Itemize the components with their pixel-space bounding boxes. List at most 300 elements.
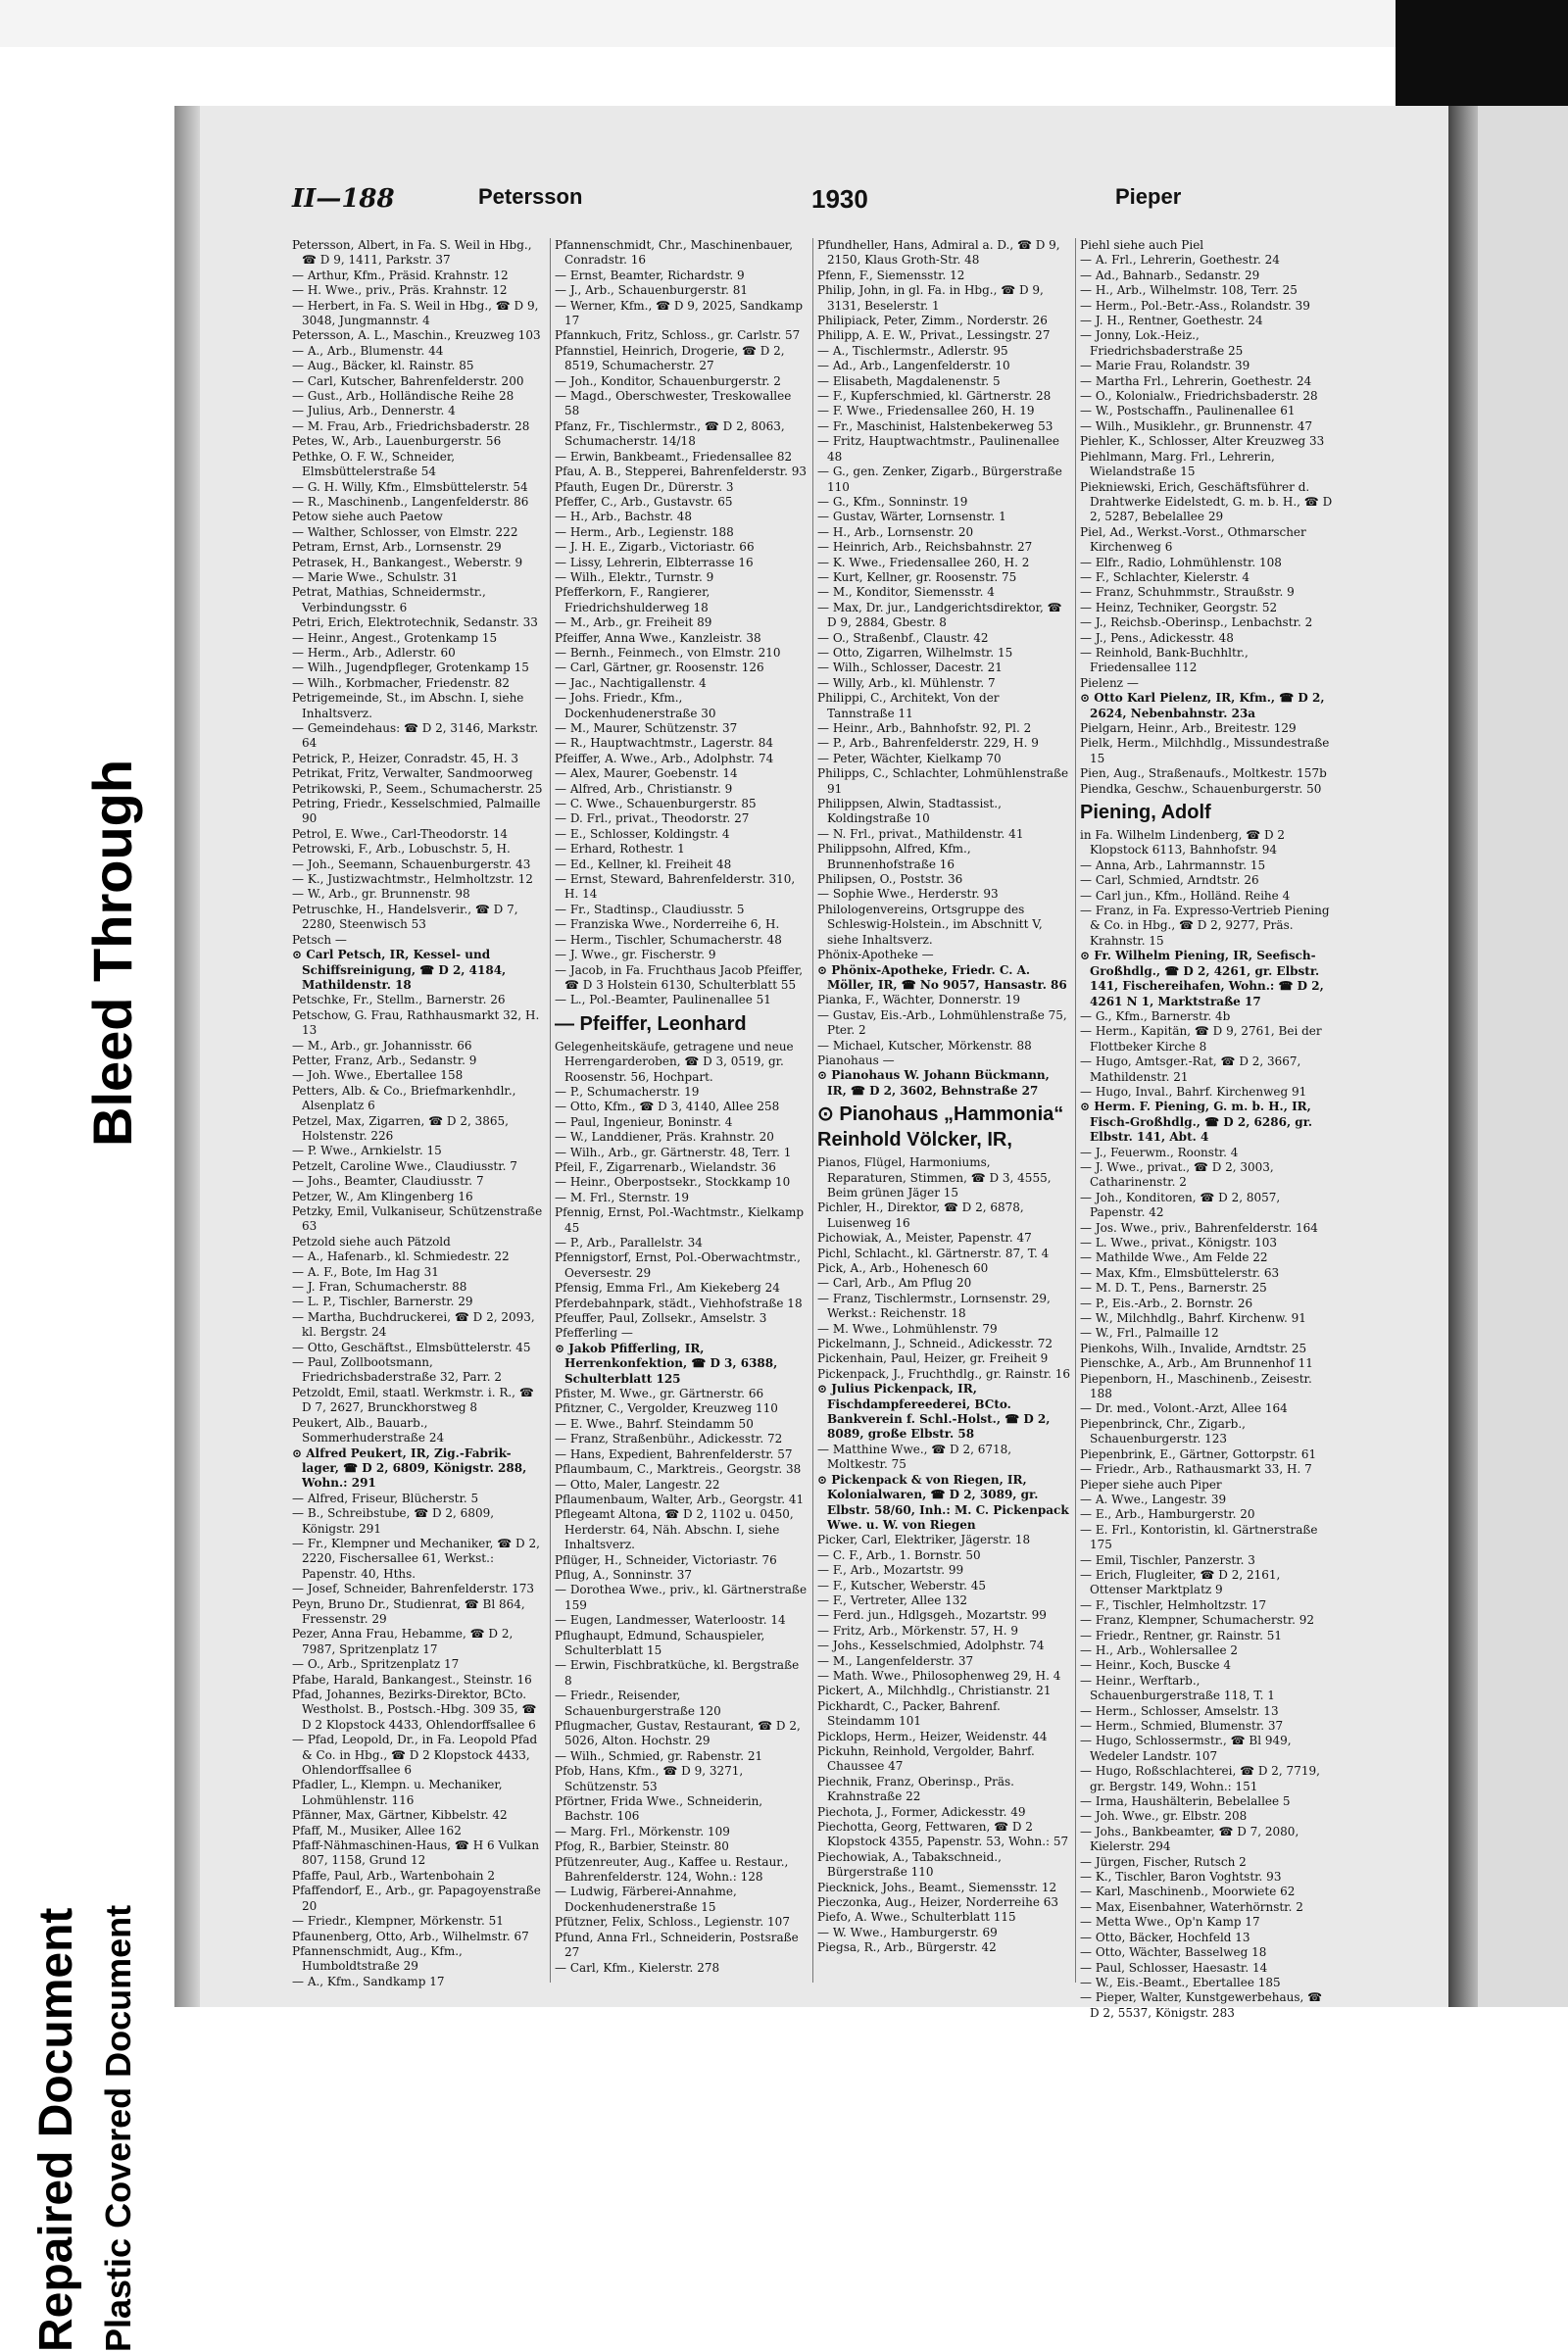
- directory-entry: — H., Arb., Wohlersallee 2: [1080, 1642, 1239, 1657]
- directory-entry: — Arthur, Kfm., Präsid. Krahnstr. 12: [292, 268, 509, 282]
- directory-entry: — Dorothea Wwe., priv., kl. Gärtnerstraße 159: [555, 1583, 808, 1612]
- directory-entry: — Franz, Straßenbühr., Adickesstr. 72: [555, 1432, 783, 1446]
- directory-entry: ⊙ Jakob Pfifferling, IR, Herrenkonfektion, ☎ D 3, 6388, Schulterblatt 125: [555, 1341, 778, 1386]
- directory-entry: — Joh., Konditor, Schauenburgerstr. 2: [555, 373, 781, 388]
- directory-entry: — M., Konditor, Siemensstr. 4: [817, 585, 995, 600]
- directory-entry: — Reinhold, Bank-Buchhltr., Friedensallee 112: [1080, 645, 1249, 675]
- directory-entry: — M., Maurer, Schützenstr. 37: [555, 721, 738, 735]
- directory-entry: — Elfr., Radio, Lohmühlenstr. 108: [1080, 555, 1282, 569]
- directory-entry: Philipiack, Peter, Zimm., Norderstr. 26: [817, 314, 1048, 328]
- directory-entry: — Wilh., Musiklehr., gr. Brunnenstr. 47: [1080, 418, 1313, 433]
- directory-entry: Petters, Alb. & Co., Briefmarkenhdlr., Alsenplatz 6: [292, 1083, 516, 1113]
- directory-entry: — Carl, Kutscher, Bahrenfelderstr. 200: [292, 373, 524, 388]
- directory-entry: Pfeffer, C., Arb., Gustavstr. 65: [555, 494, 733, 509]
- directory-entry: Gelegenheitskäufe, getragene und neue Herrengarderoben, ☎ D 3, 0519, gr. Roosenstr. 56, Hochpart.: [555, 1039, 794, 1084]
- directory-entry: Pfeiffer, Anna Wwe., Kanzleistr. 38: [555, 630, 761, 645]
- directory-entry: — Paul, Schlosser, Haesastr. 14: [1080, 1960, 1268, 1975]
- directory-entry: Piechotta, Georg, Fettwaren, ☎ D 2 Klopstock 4355, Papenstr. 53, Wohn.: 57: [817, 1820, 1069, 1849]
- directory-entry: — Hugo, Inval., Bahrf. Kirchenweg 91: [1080, 1084, 1307, 1099]
- directory-entry: Piekniewski, Erich, Geschäftsführer d. Drahtwerke Eidelstedt, G. m. b. H., ☎ D 2, 5287, Bebelallee 29: [1080, 479, 1333, 524]
- directory-entry: Pianohaus —: [817, 1053, 895, 1067]
- directory-entry: Pianos, Flügel, Harmoniums, Reparaturen, Stimmen, ☎ D 3, 4555, Beim grünen Jäger 15: [817, 1155, 1052, 1200]
- column-1: [292, 238, 545, 1988]
- directory-entry: Pfaffendorf, E., Arb., gr. Papagoyenstraße 20: [292, 1884, 541, 1913]
- directory-entry: — Gemeindehaus: ☎ D 2, 3146, Markstr. 64: [292, 721, 539, 751]
- directory-entry: ⊙ Pickenpack & von Riegen, IR, Kolonialwaren, ☎ D 2, 3089, gr. Elbstr. 58/60, Inh.: M. C. Pickenpack Wwe. u. W. von Riegen: [817, 1472, 1069, 1532]
- header-year: 1930: [811, 184, 868, 214]
- directory-entry: — Irma, Haushälterin, Bebelallee 5: [1080, 1794, 1291, 1809]
- directory-entry: — J., Reichsb.-Oberinsp., Lenbachstr. 2: [1080, 615, 1313, 630]
- directory-entry: — Wilh., Arb., gr. Gärtnerstr. 48, Terr. 1: [555, 1145, 792, 1159]
- directory-entry: Pfefferkorn, F., Rangierer, Friedrichshulderweg 18: [555, 585, 710, 614]
- directory-entry: — Joh., Konditoren, ☎ D 2, 8057, Papenstr. 42: [1080, 1190, 1281, 1220]
- directory-entry: — Joh. Wwe., gr. Elbstr. 208: [1080, 1809, 1248, 1824]
- directory-entry: ⊙ Herm. F. Piening, G. m. b. H., IR, Fisch-Großhdlg., ☎ D 2, 6286, gr. Elbstr. 141, Abt. 4: [1080, 1100, 1313, 1145]
- directory-entry: — Walther, Schlosser, von Elmstr. 222: [292, 524, 518, 539]
- directory-entry: — Elisabeth, Magdalenenstr. 5: [817, 373, 1001, 388]
- directory-entry: — Heinr., Werftarb., Schauenburgerstraße 118, T. 1: [1080, 1673, 1275, 1703]
- directory-entry: Pichler, H., Direktor, ☎ D 2, 6878, Luisenweg 16: [817, 1200, 1024, 1230]
- directory-entry: — Fr., Stadtinsp., Claudiusstr. 5: [555, 902, 745, 916]
- directory-entry: — N. Frl., privat., Mathildenstr. 41: [817, 826, 1024, 841]
- directory-entry: Pfensig, Emma Frl., Am Kiekeberg 24: [555, 1281, 780, 1296]
- directory-entry: — Lissy, Lehrerin, Elbterrasse 16: [555, 555, 754, 569]
- directory-entry: — W., Eis.-Beamt., Ebertallee 185: [1080, 1975, 1281, 1989]
- directory-entry: Pförtner, Frida Wwe., Schneiderin, Bachstr. 106: [555, 1794, 763, 1824]
- directory-entry: Pfaffe, Paul, Arb., Wartenbohain 2: [292, 1868, 495, 1883]
- directory-entry: Pflug, A., Sonninstr. 37: [555, 1567, 692, 1582]
- directory-entry: — M., Langenfelderstr. 37: [817, 1653, 974, 1668]
- directory-entry: — Franz, Klempner, Schumacherstr. 92: [1080, 1613, 1315, 1628]
- directory-entry: Philologenvereins, Ortsgruppe des Schleswig-Holstein., im Abschnitt V, siehe Inhaltsverz.: [817, 902, 1043, 947]
- directory-entry: — Erich, Flugleiter, ☎ D 2, 2161, Ottenser Marktplatz 9: [1080, 1567, 1281, 1597]
- directory-entry: Piegsa, R., Arb., Bürgerstr. 42: [817, 1940, 997, 1955]
- directory-entry: Pickenhain, Paul, Heizer, gr. Freiheit 9: [817, 1351, 1049, 1366]
- directory-entry: Pichl, Schlacht., kl. Gärtnerstr. 87, T. 4: [817, 1246, 1050, 1260]
- directory-entry: Pethke, O. F. W., Schneider, Elmsbüttelerstraße 54: [292, 449, 456, 479]
- directory-entry: — Hugo, Roßschlachterei, ☎ D 2, 7719, gr. Bergstr. 149, Wohn.: 151: [1080, 1764, 1320, 1793]
- directory-entry: — H., Arb., Lornsenstr. 20: [817, 524, 974, 539]
- directory-entry: Pickelmann, J., Schneid., Adickesstr. 72: [817, 1337, 1053, 1351]
- directory-entry: — Heinrich, Arb., Reichsbahnstr. 27: [817, 540, 1033, 555]
- directory-entry: Petrikowski, P., Seem., Schumacherstr. 25: [292, 781, 543, 796]
- directory-entry: Philipsen, O., Poststr. 36: [817, 872, 963, 887]
- directory-entry: — H., Arb., Bachstr. 48: [555, 510, 692, 524]
- directory-entry: — W., Landdiener, Präs. Krahnstr. 20: [555, 1130, 774, 1145]
- directory-entry: Piel, Ad., Werkst.-Vorst., Othmarscher Kirchenweg 6: [1080, 524, 1306, 555]
- page-gutter-shadow: [174, 106, 200, 2007]
- directory-entry: — Ad., Bahnarb., Sedanstr. 29: [1080, 268, 1260, 282]
- directory-entry: Piepenborn, H., Maschinenb., Zeisestr. 188: [1080, 1371, 1312, 1401]
- directory-entry: — Friedr., Rentner, gr. Rainstr. 51: [1080, 1628, 1282, 1642]
- directory-entry: — Julius, Arb., Dennerstr. 4: [292, 404, 456, 418]
- directory-entry: — J. Fran, Schumacherstr. 88: [292, 1280, 467, 1295]
- directory-entry: — Jacob, in Fa. Fruchthaus Jacob Pfeiffer, ☎ D 3 Holstein 6130, Schulterblatt 55: [555, 962, 804, 992]
- facing-page-edge: [1448, 106, 1568, 2007]
- header-last-name: Pieper: [1115, 184, 1182, 209]
- directory-entry: — Sophie Wwe., Herderstr. 93: [817, 887, 999, 902]
- directory-entry: Petrikat, Fritz, Verwalter, Sandmoorweg: [292, 766, 533, 781]
- directory-entry: — Fritz, Hauptwachtmstr., Paulinenallee 48: [817, 434, 1059, 464]
- directory-entry: — M. Frau, Arb., Friedrichsbaderstr. 28: [292, 418, 530, 433]
- directory-entry: Pflüger, H., Schneider, Victoriastr. 76: [555, 1552, 777, 1567]
- directory-entry: — W., Milchhdlg., Bahrf. Kirchenw. 91: [1080, 1311, 1306, 1326]
- directory-entry: — Franz, Schuhmmstr., Straußstr. 9: [1080, 585, 1295, 600]
- directory-entry: — Franz, in Fa. Expresso-Vertrieb Piening & Co. in Hbg., ☎ D 2, 9277, Präs. Krahnstr. 15: [1080, 904, 1330, 948]
- directory-entry: Pfenn, F., Siemensstr. 12: [817, 268, 965, 282]
- directory-entry: — Carl, Kfm., Kielerstr. 278: [555, 1960, 720, 1975]
- directory-entry: Petersson, A. L., Maschin., Kreuzweg 103: [292, 328, 541, 343]
- directory-entry: — Friedr., Klempner, Mörkenstr. 51: [292, 1914, 504, 1929]
- directory-entry: — M. D. T., Pens., Barnerstr. 25: [1080, 1281, 1267, 1296]
- directory-entry: Pfitzner, C., Vergolder, Kreuzweg 110: [555, 1401, 778, 1416]
- directory-entry: — Johs., Kesselschmied, Adolphstr. 74: [817, 1639, 1045, 1653]
- directory-entry: Pfau, A. B., Stepperei, Bahrenfelderstr. 93: [555, 465, 807, 479]
- directory-entry: Petzelt, Caroline Wwe., Claudiusstr. 7: [292, 1158, 517, 1173]
- directory-entry: — E. Frl., Kontoristin, kl. Gärtnerstraße 175: [1080, 1522, 1318, 1552]
- directory-entry: — Jos. Wwe., priv., Bahrenfelderstr. 164: [1080, 1220, 1318, 1235]
- directory-entry: Phönix-Apotheke —: [817, 948, 934, 962]
- directory-entry: — Ernst, Beamter, Richardstr. 9: [555, 268, 745, 282]
- directory-entry: — Max, Kfm., Elmsbüttelerstr. 63: [1080, 1265, 1280, 1280]
- directory-entry: Pielk, Herm., Milchhdlg., Missundestraße 15: [1080, 736, 1330, 765]
- directory-entry: Petrol, E. Wwe., Carl-Theodorstr. 14: [292, 826, 508, 841]
- directory-entry: Philippsohn, Alfred, Kfm., Brunnenhofstraße 16: [817, 842, 971, 871]
- directory-entry: Petrowski, F., Arb., Lobuschstr. 5, H.: [292, 842, 511, 857]
- directory-entry: Pick, A., Arb., Hohenesch 60: [817, 1261, 989, 1275]
- directory-entry: — D. Frl., privat., Theodorstr. 27: [555, 811, 750, 826]
- directory-entry: — Ernst, Steward, Bahrenfelderstr. 310, H. 14: [555, 872, 796, 902]
- directory-entry: — F., Kupferschmied, kl. Gärtnerstr. 28: [817, 389, 1052, 404]
- directory-entry: Pien, Aug., Straßenaufs., Moltkestr. 157b: [1080, 766, 1327, 781]
- directory-entry: Pfützner, Felix, Schloss., Legienstr. 107: [555, 1915, 790, 1930]
- directory-entry: — Franz, Tischlermstr., Lornsenstr. 29, Werkst.: Reichenstr. 18: [817, 1291, 1051, 1321]
- directory-entry: Pfannenschmidt, Chr., Maschinenbauer, Conradstr. 16: [555, 238, 794, 268]
- directory-entry: Pfennigstorf, Ernst, Pol.-Oberwachtmstr., Oeversestr. 29: [555, 1250, 801, 1280]
- directory-entry: — Ed., Kellner, kl. Freiheit 48: [555, 857, 732, 871]
- directory-entry: — H., Arb., Wilhelmstr. 108, Terr. 25: [1080, 283, 1298, 298]
- directory-entry: — P. Wwe., Arnkielstr. 15: [292, 1144, 442, 1158]
- plastic-label: Plastic Covered Document: [98, 1904, 138, 2352]
- directory-entry: Picker, Carl, Elektriker, Jägerstr. 18: [817, 1533, 1031, 1547]
- directory-entry: — Jonny, Lok.-Heiz., Friedrichsbaderstraße 25: [1080, 328, 1244, 358]
- directory-entry: — F., Tischler, Helmholtzstr. 17: [1080, 1597, 1267, 1612]
- directory-entry: Pflegeamt Altona, ☎ D 2, 1102 u. 0450, Herderstr. 64, Näh. Abschn. I, siehe Inhaltsverz.: [555, 1507, 794, 1552]
- directory-entry: — Carl jun., Kfm., Holländ. Reihe 4: [1080, 888, 1291, 903]
- directory-entry: Petersson, Albert, in Fa. S. Weil in Hbg., ☎ D 9, 1411, Parkstr. 37: [292, 238, 532, 268]
- directory-entry: — Hans, Expedient, Bahrenfelderstr. 57: [555, 1446, 793, 1461]
- directory-entry: Philipps, C., Schlachter, Lohmühlenstraße 91: [817, 766, 1069, 796]
- header-first-name: Petersson: [478, 184, 583, 209]
- directory-entry: — W. Wwe., Hamburgerstr. 69: [817, 1925, 998, 1939]
- directory-entry: — Marie Frau, Rolandstr. 39: [1080, 359, 1250, 373]
- directory-entry: — M., Arb., gr. Johannisstr. 66: [292, 1038, 472, 1053]
- directory-entry: — Pfeiffer, Leonhard: [555, 1012, 747, 1035]
- directory-entry: — Wilh., Korbmacher, Friedenstr. 82: [292, 675, 511, 690]
- directory-entry: Pfützenreuter, Aug., Kaffee u. Restaur., Bahrenfelderstr. 124, Wohn.: 128: [555, 1854, 789, 1885]
- directory-entry: Pianka, F., Wächter, Donnerstr. 19: [817, 993, 1021, 1007]
- directory-entry: — Johs. Friedr., Kfm., Dockenhudenerstraße 30: [555, 691, 716, 720]
- directory-entry: Pichowiak, A., Meister, Papenstr. 47: [817, 1231, 1032, 1246]
- directory-entry: — Jac., Nachtigallenstr. 4: [555, 675, 707, 690]
- directory-entry: ⊙ Carl Petsch, IR, Kessel- und Schiffsreinigung, ☎ D 2, 4184, Mathildenstr. 18: [292, 948, 507, 992]
- directory-entry: Pfeil, F., Zigarrenarb., Wielandstr. 36: [555, 1159, 776, 1174]
- directory-entry: — Otto, Wächter, Basselweg 18: [1080, 1945, 1267, 1960]
- directory-entry: — Willy, Arb., kl. Mühlenstr. 7: [817, 675, 996, 690]
- directory-entry: — Emil, Tischler, Panzerstr. 3: [1080, 1552, 1255, 1567]
- directory-entry: — Ad., Arb., Langenfelderstr. 10: [817, 359, 1010, 373]
- directory-entry: — Herm., Pol.-Betr.-Ass., Rolandstr. 39: [1080, 298, 1310, 313]
- directory-entry: — J. H., Rentner, Goethestr. 24: [1080, 314, 1263, 328]
- directory-entry: Pickenpack, J., Fruchthdlg., gr. Rainstr. 16: [817, 1366, 1071, 1381]
- directory-entry: Pfaff-Nähmaschinen-Haus, ☎ H 6 Vulkan 807, 1158, Grund 12: [292, 1838, 540, 1868]
- directory-entry: Philip, John, in gl. Fa. in Hbg., ☎ D 9, 3131, Beselerstr. 1: [817, 283, 1044, 313]
- directory-entry: Peyn, Bruno Dr., Studienrat, ☎ Bl 864, Fressenstr. 29: [292, 1596, 525, 1626]
- directory-entry: Pienschke, A., Arb., Am Brunnenhof 11: [1080, 1356, 1313, 1371]
- directory-entry: — Johs., Bankbeamter, ☎ D 7, 2080, Kielerstr. 294: [1080, 1824, 1299, 1854]
- directory-entry: Philippsen, Alwin, Stadtassist., Koldingstraße 10: [817, 797, 1002, 826]
- directory-entry: — A., Tischlermstr., Adlerstr. 95: [817, 343, 1008, 358]
- directory-entry: — Heinr., Arb., Bahnhofstr. 92, Pl. 2: [817, 721, 1032, 735]
- directory-entry: — Erwin, Fischbratküche, kl. Bergstraße 8: [555, 1658, 800, 1688]
- directory-entry: Petrigemeinde, St., im Abschn. I, siehe Inhaltsverz.: [292, 691, 524, 720]
- directory-entry: Pflaumbaum, C., Marktreis., Georgstr. 38: [555, 1462, 802, 1477]
- directory-entry: — F., Schlachter, Kielerstr. 4: [1080, 569, 1250, 584]
- directory-entry: Peukert, Alb., Bauarb., Sommerhuderstraße 24: [292, 1415, 445, 1446]
- directory-entry: — Herm., Tischler, Schumacherstr. 48: [555, 932, 782, 947]
- directory-entry: — Werner, Kfm., ☎ D 9, 2025, Sandkamp 17: [555, 298, 804, 328]
- directory-entry: — Heinr., Angest., Grotenkamp 15: [292, 630, 498, 645]
- directory-entry: — Hugo, Amtsger.-Rat, ☎ D 2, 3667, Mathildenstr. 21: [1080, 1054, 1301, 1084]
- page-number: II—188: [292, 184, 395, 214]
- directory-entry: Petzoldt, Emil, staatl. Werkmstr. i. R., ☎ D 7, 2627, Brunckhorstweg 8: [292, 1385, 534, 1415]
- directory-entry: — Jürgen, Fischer, Rutsch 2: [1080, 1854, 1247, 1869]
- directory-entry: Petsch —: [292, 932, 347, 947]
- directory-entry: Pickert, A., Milchhdlg., Christianstr. 21: [817, 1684, 1052, 1698]
- directory-entry: — Josef, Schneider, Bahrenfelderstr. 173: [292, 1582, 535, 1596]
- directory-entry: — J., Arb., Schauenburgerstr. 81: [555, 283, 749, 298]
- directory-entry: Petram, Ernst, Arb., Lornsenstr. 29: [292, 540, 502, 555]
- directory-entry: — Herbert, in Fa. S. Weil in Hbg., ☎ D 9, 3048, Jungmannstr. 4: [292, 298, 539, 328]
- directory-page: [174, 106, 1448, 2020]
- directory-entry: in Fa. Wilhelm Lindenberg, ☎ D 2 Klopstock 6113, Bahnhofstr. 94: [1080, 828, 1286, 858]
- directory-entry: — Martha, Buchdruckerei, ☎ D 2, 2093, kl. Bergstr. 24: [292, 1309, 535, 1340]
- directory-entry: Pfaunenberg, Otto, Arb., Wilhelmstr. 67: [292, 1929, 529, 1943]
- directory-entry: Pflaumenbaum, Walter, Arb., Georgstr. 41: [555, 1492, 805, 1506]
- directory-entry: — Aug., Bäcker, kl. Rainstr. 85: [292, 359, 474, 373]
- directory-entry: Pfaff, M., Musiker, Allee 162: [292, 1823, 462, 1838]
- directory-entry: — Wilh., Schlosser, Dacestr. 21: [817, 661, 1003, 675]
- directory-entry: ⊙ Pianohaus „Hammonia“ Reinhold Völcker, IR,: [817, 1103, 1064, 1152]
- directory-entry: Petzky, Emil, Vulkaniseur, Schützenstraße 63: [292, 1204, 543, 1234]
- directory-entry: — Gustav, Wärter, Lornsenstr. 1: [817, 510, 1006, 524]
- directory-entry: Pfog, R., Barbier, Steinstr. 80: [555, 1839, 729, 1854]
- directory-entry: — Pfad, Leopold, Dr., in Fa. Leopold Pfad & Co. in Hbg., ☎ D 2 Klopstock 4433, Ohlendorffsallee 6: [292, 1733, 538, 1778]
- directory-entry: — B., Schreibstube, ☎ D 2, 6809, Königstr. 291: [292, 1506, 495, 1536]
- directory-entry: — F., Vertreter, Allee 132: [817, 1592, 968, 1607]
- directory-entry: — W., Postschaffn., Paulinenallee 61: [1080, 404, 1296, 418]
- directory-entry: Pfadler, L., Klempn. u. Mechaniker, Lohmühlenstr. 116: [292, 1778, 503, 1807]
- directory-entry: Pickhardt, C., Packer, Bahrenf. Steindamm 101: [817, 1698, 1001, 1729]
- directory-entry: — Carl, Arb., Am Pflug 20: [817, 1276, 972, 1291]
- directory-entry: Piehl siehe auch Piel: [1080, 238, 1204, 252]
- directory-entry: — E., Schlosser, Koldingstr. 4: [555, 826, 730, 841]
- directory-entry: Piepenbrink, E., Gärtner, Gottorpstr. 61: [1080, 1446, 1317, 1461]
- directory-entry: — Fr., Klempner und Mechaniker, ☎ D 2, 2220, Fischersallee 61, Werkst.: Papenstr. 40, Hths.: [292, 1536, 540, 1581]
- directory-entry: — Joh., Seemann, Schauenburgerstr. 43: [292, 857, 531, 871]
- directory-entry: Petrat, Mathias, Schneidermstr., Verbindungsstr. 6: [292, 585, 486, 614]
- directory-entry: — Erhard, Rothestr. 1: [555, 842, 685, 857]
- directory-entry: — G., Kfm., Sonninstr. 19: [817, 494, 968, 509]
- column-4: [1080, 238, 1333, 2020]
- directory-entry: — Alex, Maurer, Goebenstr. 14: [555, 766, 738, 781]
- directory-entry: — Bernh., Feinmech., von Elmstr. 210: [555, 645, 781, 660]
- directory-entry: — E. Wwe., Bahrf. Steindamm 50: [555, 1416, 754, 1431]
- directory-entry: Piehlmann, Marg. Frl., Lehrerin, Wielandstraße 15: [1080, 449, 1275, 479]
- column-3: [817, 238, 1070, 1983]
- directory-entry: — Fritz, Arb., Mörkenstr. 57, H. 9: [817, 1623, 1019, 1638]
- directory-entry: Philipp, A. E. W., Privat., Lessingstr. 27: [817, 328, 1051, 343]
- directory-entry: — A., Arb., Blumenstr. 44: [292, 343, 444, 358]
- directory-entry: — Wilh., Elektr., Turnstr. 9: [555, 569, 714, 584]
- directory-entry: — Paul, Zollbootsmann, Friedrichsbaderstraße 32, Parr. 2: [292, 1355, 503, 1385]
- directory-entry: — Johs., Beamter, Claudiusstr. 7: [292, 1174, 484, 1189]
- directory-entry: Pickuhn, Reinhold, Vergolder, Bahrf. Chaussee 47: [817, 1744, 1035, 1774]
- directory-entry: — Peter, Wächter, Kielkamp 70: [817, 751, 1002, 765]
- facing-page-spine: [1448, 106, 1478, 2007]
- directory-entry: Petrasek, H., Bankangest., Weberstr. 9: [292, 555, 523, 569]
- directory-entry: — Magd., Oberschwester, Treskowallee 58: [555, 389, 792, 418]
- directory-entry: — Eugen, Landmesser, Waterloostr. 14: [555, 1613, 786, 1628]
- directory-entry: — P., Schumacherstr. 19: [555, 1084, 700, 1099]
- directory-entry: Pienkohs, Wilh., Invalide, Arndtstr. 25: [1080, 1341, 1307, 1355]
- directory-entry: — Friedr., Arb., Rathausmarkt 33, H. 7: [1080, 1462, 1312, 1477]
- directory-entry: — R., Maschinenb., Langenfelderstr. 86: [292, 494, 529, 509]
- directory-entry: — Karl, Maschinenb., Moorwiete 62: [1080, 1885, 1296, 1899]
- directory-entry: — Heinz, Techniker, Georgstr. 52: [1080, 600, 1278, 614]
- directory-entry: — M. Wwe., Lohmühlenstr. 79: [817, 1321, 998, 1336]
- directory-entry: Petri, Erich, Elektrotechnik, Sedanstr. 33: [292, 615, 538, 630]
- directory-entry: — F. Wwe., Friedensallee 260, H. 19: [817, 404, 1035, 418]
- directory-entry: — Gust., Arb., Holländische Reihe 28: [292, 389, 514, 404]
- directory-entry: Piefo, A. Wwe., Schulterblatt 115: [817, 1910, 1016, 1925]
- directory-entry: — Erwin, Bankbeamt., Friedensallee 82: [555, 449, 793, 464]
- directory-entry: Pieczonka, Aug., Heizer, Norderreihe 63: [817, 1895, 1059, 1910]
- directory-entry: — A. Wwe., Langestr. 39: [1080, 1492, 1227, 1506]
- directory-entry: — Carl, Gärtner, gr. Roosenstr. 126: [555, 661, 764, 675]
- directory-entry: ⊙ Phönix-Apotheke, Friedr. C. A. Möller, IR, ☎ No 9057, Hansastr. 86: [817, 962, 1067, 992]
- directory-entry: — P., Arb., Parallelstr. 34: [555, 1236, 703, 1250]
- directory-entry: — L. P., Tischler, Barnerstr. 29: [292, 1295, 473, 1309]
- directory-entry: Philippi, C., Architekt, Von der Tannstraße 11: [817, 691, 1000, 720]
- directory-entry: — A. Frl., Lehrerin, Goethestr. 24: [1080, 253, 1280, 268]
- directory-entry: Petrick, P., Heizer, Conradstr. 45, H. 3: [292, 751, 518, 765]
- directory-entry: — Martha Frl., Lehrerin, Goethestr. 24: [1080, 373, 1312, 388]
- directory-entry: Petschke, Fr., Stellm., Barnerstr. 26: [292, 993, 506, 1007]
- directory-entry: — H. Wwe., priv., Präs. Krahnstr. 12: [292, 283, 508, 298]
- directory-entry: ⊙ Fr. Wilhelm Piening, IR, Seefisch-Großhdlg., ☎ D 2, 4261, gr. Elbstr. 141, Fischereihafen, Wohn.: ☎ D 2, 4261 N 1, Marktstraße 17: [1080, 949, 1324, 1008]
- directory-entry: — Math. Wwe., Philosophenweg 29, H. 4: [817, 1668, 1061, 1683]
- directory-entry: — Franziska Wwe., Norderreihe 6, H.: [555, 917, 780, 932]
- directory-entry: Petzer, W., Am Klingenberg 16: [292, 1189, 473, 1203]
- directory-entry: — M., Arb., gr. Freiheit 89: [555, 615, 712, 630]
- directory-entry: Piecknick, Johs., Beamt., Siemensstr. 12: [817, 1880, 1057, 1894]
- directory-entry: — Otto, Bäcker, Hochfeld 13: [1080, 1930, 1250, 1944]
- directory-entry: — W., Frl., Palmaille 12: [1080, 1326, 1219, 1341]
- directory-entry: — Herm., Arb., Adlerstr. 60: [292, 645, 456, 660]
- directory-columns: [292, 238, 1333, 2020]
- directory-entry: — G., Kfm., Barnerstr. 4b: [1080, 1008, 1231, 1023]
- directory-entry: — J. H. E., Zigarb., Victoriastr. 66: [555, 540, 755, 555]
- directory-entry: — L. Wwe., privat., Königstr. 103: [1080, 1236, 1278, 1250]
- directory-entry: — Herm., Kapitän, ☎ D 9, 2761, Bei der Flottbeker Kirche 8: [1080, 1024, 1322, 1054]
- directory-entry: Pflugmacher, Gustav, Restaurant, ☎ D 2, 5026, Alton. Hochstr. 29: [555, 1719, 801, 1748]
- directory-entry: Petter, Franz, Arb., Sedanstr. 9: [292, 1053, 477, 1067]
- directory-entry: Pfund, Anna Frl., Schneiderin, Postsraße 27: [555, 1930, 799, 1960]
- directory-entry: — A., Hafenarb., kl. Schmiedestr. 22: [292, 1250, 510, 1264]
- directory-entry: — Herm., Schmied, Blumenstr. 37: [1080, 1719, 1284, 1733]
- directory-entry: — Metta Wwe., Op'n Kamp 17: [1080, 1915, 1260, 1930]
- directory-entry: — Ludwig, Färberei-Annahme, Dockenhudenerstraße 15: [555, 1885, 737, 1914]
- directory-entry: Pfundheller, Hans, Admiral a. D., ☎ D 9, 2150, Klaus Groth-Str. 48: [817, 238, 1060, 268]
- directory-entry: Pezer, Anna Frau, Hebamme, ☎ D 2, 7987, Spritzenplatz 17: [292, 1627, 514, 1656]
- directory-entry: Pfister, M. Wwe., gr. Gärtnerstr. 66: [555, 1387, 764, 1401]
- directory-entry: Pfannenschmidt, Aug., Kfm., Humboldtstraße 29: [292, 1943, 463, 1974]
- directory-entry: — Mathilde Wwe., Am Felde 22: [1080, 1250, 1268, 1265]
- directory-entry: Piendka, Geschw., Schauenburgerstr. 50: [1080, 781, 1322, 796]
- directory-entry: Petzold siehe auch Pätzold: [292, 1234, 451, 1249]
- directory-entry: — Herm., Arb., Legienstr. 188: [555, 524, 734, 539]
- directory-entry: ⊙ Alfred Peukert, IR, Zig.-Fabrik-lager, ☎ D 2, 6809, Königstr. 288, Wohn.: 291: [292, 1446, 527, 1491]
- directory-entry: — Joh. Wwe., Ebertallee 158: [292, 1068, 464, 1083]
- directory-entry: — Alfred, Friseur, Blücherstr. 5: [292, 1491, 479, 1505]
- directory-entry: — A., Kfm., Sandkamp 17: [292, 1974, 445, 1988]
- directory-entry: — Heinr., Koch, Buscke 4: [1080, 1658, 1232, 1673]
- directory-entry: ⊙ Julius Pickenpack, IR, Fischdampfereederei, BCto. Bankverein f. Schl.-Holst., ☎ D 2, 8089, große Elbstr. 58: [817, 1382, 1051, 1442]
- directory-entry: Pferdebahnpark, städt., Viehhofstraße 18: [555, 1296, 803, 1310]
- directory-entry: — Friedr., Reisender, Schauenburgerstraße 120: [555, 1689, 721, 1718]
- repaired-label: Repaired Document: [30, 1907, 82, 2352]
- directory-entry: — Gustav, Eis.-Arb., Lohmühlenstraße 75, Pter. 2: [817, 1007, 1067, 1038]
- directory-entry: — Max, Dr. jur., Landgerichtsdirektor, ☎ D 9, 2884, Gbestr. 8: [817, 600, 1062, 630]
- directory-entry: Petschow, G. Frau, Rathhausmarkt 32, H. 13: [292, 1007, 540, 1038]
- directory-entry: — Wilh., Jugendpfleger, Grotenkamp 15: [292, 661, 529, 675]
- column-divider: [1075, 238, 1076, 1983]
- column-divider: [550, 238, 551, 1983]
- directory-entry: — J., Pens., Adickesstr. 48: [1080, 630, 1234, 645]
- directory-entry: — L., Pol.-Beamter, Paulinenallee 51: [555, 993, 771, 1007]
- directory-entry: — Herm., Schlosser, Amselstr. 13: [1080, 1703, 1279, 1718]
- directory-entry: Pfob, Hans, Kfm., ☎ D 9, 3271, Schützenstr. 53: [555, 1764, 744, 1793]
- directory-entry: Pflughaupt, Edmund, Schauspieler, Schulterblatt 15: [555, 1628, 765, 1657]
- directory-entry: — Hugo, Schlossermstr., ☎ Bl 949, Wedeler Landstr. 107: [1080, 1734, 1292, 1763]
- directory-entry: Piening, Adolf: [1080, 802, 1211, 824]
- directory-entry: Pieper siehe auch Piper: [1080, 1477, 1222, 1492]
- directory-entry: Petzel, Max, Zigarren, ☎ D 2, 3865, Holstenstr. 226: [292, 1113, 509, 1143]
- directory-entry: — J. Wwe., gr. Fischerstr. 9: [555, 948, 716, 962]
- directory-entry: Picklops, Herm., Heizer, Weidenstr. 44: [817, 1729, 1048, 1743]
- directory-entry: Piechowiak, A., Tabakschneid., Bürgerstraße 110: [817, 1849, 1002, 1880]
- directory-entry: Piehler, K., Schlosser, Alter Kreuzweg 33: [1080, 434, 1325, 449]
- bleed-label: Bleed Through: [81, 759, 143, 1147]
- directory-entry: — E., Arb., Hamburgerstr. 20: [1080, 1507, 1255, 1522]
- directory-entry: Pfabe, Harald, Bankangest., Steinstr. 16: [292, 1672, 532, 1687]
- directory-entry: — Anna, Arb., Lahrmannstr. 15: [1080, 858, 1266, 872]
- directory-entry: ⊙ Otto Karl Pielenz, IR, Kfm., ☎ D 2, 2624, Nebenbahnstr. 23a: [1080, 691, 1325, 720]
- directory-entry: — F., Kutscher, Weberstr. 45: [817, 1578, 986, 1592]
- directory-entry: ⊙ Pianohaus W. Johann Bückmann, IR, ☎ D 2, 3602, Behnstraße 27: [817, 1068, 1050, 1098]
- directory-entry: Pielgarn, Heinr., Arb., Breitestr. 129: [1080, 721, 1297, 735]
